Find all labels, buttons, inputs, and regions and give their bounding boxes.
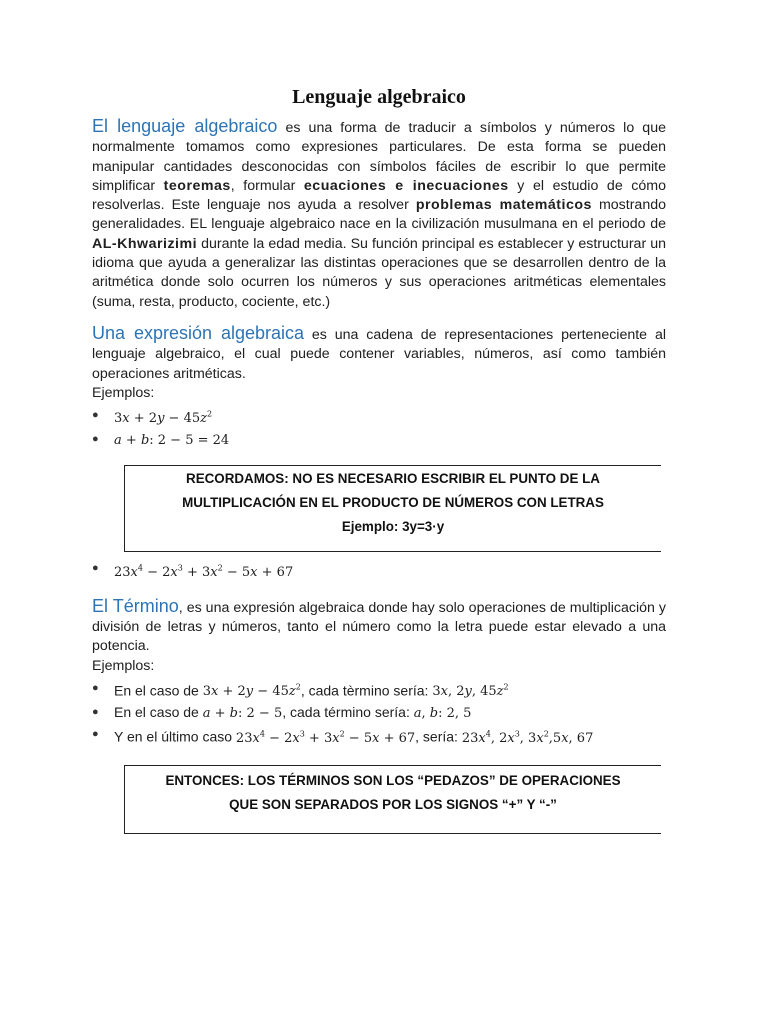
example-list-3 [92,678,666,749]
list-item: ● En el caso de a + b: 2 − 5, cada término sería: a, b: 2, 5 [114,702,666,724]
lead-lenguaje: El lenguaje algebraico [92,116,278,136]
note-box-entonces: ENTONCES: LOS TÉRMINOS SON LOS “PEDAZOS” DE OPERACIONES QUE SON SEPARADOS POR LOS SIGNOS “+” Y “-” [124,765,661,834]
paragraph-lenguaje: El lenguaje algebraico es una forma de traducir a símbolos y números lo que normalmente tomamos como expresiones particulares. De esta forma se pueden manipular cantidades desconocidas con símbolos fáciles de escribir lo que permite simplificar teoremas, formular ecuaciones e inecuaciones y el estudio de cómo resolverlas. Este lenguaje nos ayuda a resolver problemas matemáticos mostrando generalidades. EL lenguaje algebraico nace en la civilización musulmana en el periodo de AL-Khwarizimi durante la edad media. Su función principal es establecer y estructurar un idioma que ayuda a generalizar las distintas operaciones que se desarrollen dentro de la aritmética donde solo ocurren los números y sus operaciones aritméticas elementales (suma, resta, producto, cociente, etc.) [92,116,666,310]
paragraph-expresion: Una expresión algebraica es una cadena de representaciones perteneciente al lenguaje algebraico, el cual puede contener variables, números, así como también operaciones aritméticas. [92,322,666,382]
list-item: ● a + b: 2 − 5 = 24 [114,429,666,451]
document-page [92,86,666,834]
list-item: ● Y en el último caso $23x^4 - 2x^3 + 3x^2 - 5x + 67$, sería: $23x^4$, $2x^3$, $3x^2,5x$, 67 [114,724,666,748]
examples-label-2: Ejemplos: [92,657,155,674]
note-box-recordamos: RECORDAMOS: NO ES NECESARIO ESCRIBIR EL PUNTO DE LA MULTIPLICACIÓN EN EL PRODUCTO DE NÚMEROS CON LETRAS Ejemplo: 3y=3·y [124,465,661,552]
list-item: ● $3x + 2y - 45z^2$ [114,405,666,429]
examples-label-1: Ejemplos: [92,384,155,401]
example-list-1 [92,405,666,451]
page-title: Lenguaje algebraico [292,86,466,108]
list-item: ● En el caso de $3x + 2y - 45z^2$, cada tèrmino sería: 3x, 2y, $45z^2$ [114,678,666,702]
lead-termino: El Término [92,595,179,616]
example-list-2 [92,558,666,582]
paragraph-termino: El Término, es una expresión algebraica donde hay solo operaciones de multiplicación y división de letras y números, tanto el número como la letra puede estar elevado a una potencia. [92,595,667,655]
list-item: ● $23x^4 - 2x^3 + 3x^2 - 5x + 67$ [114,558,666,582]
lead-expresion: Una expresión algebraica [92,322,304,343]
